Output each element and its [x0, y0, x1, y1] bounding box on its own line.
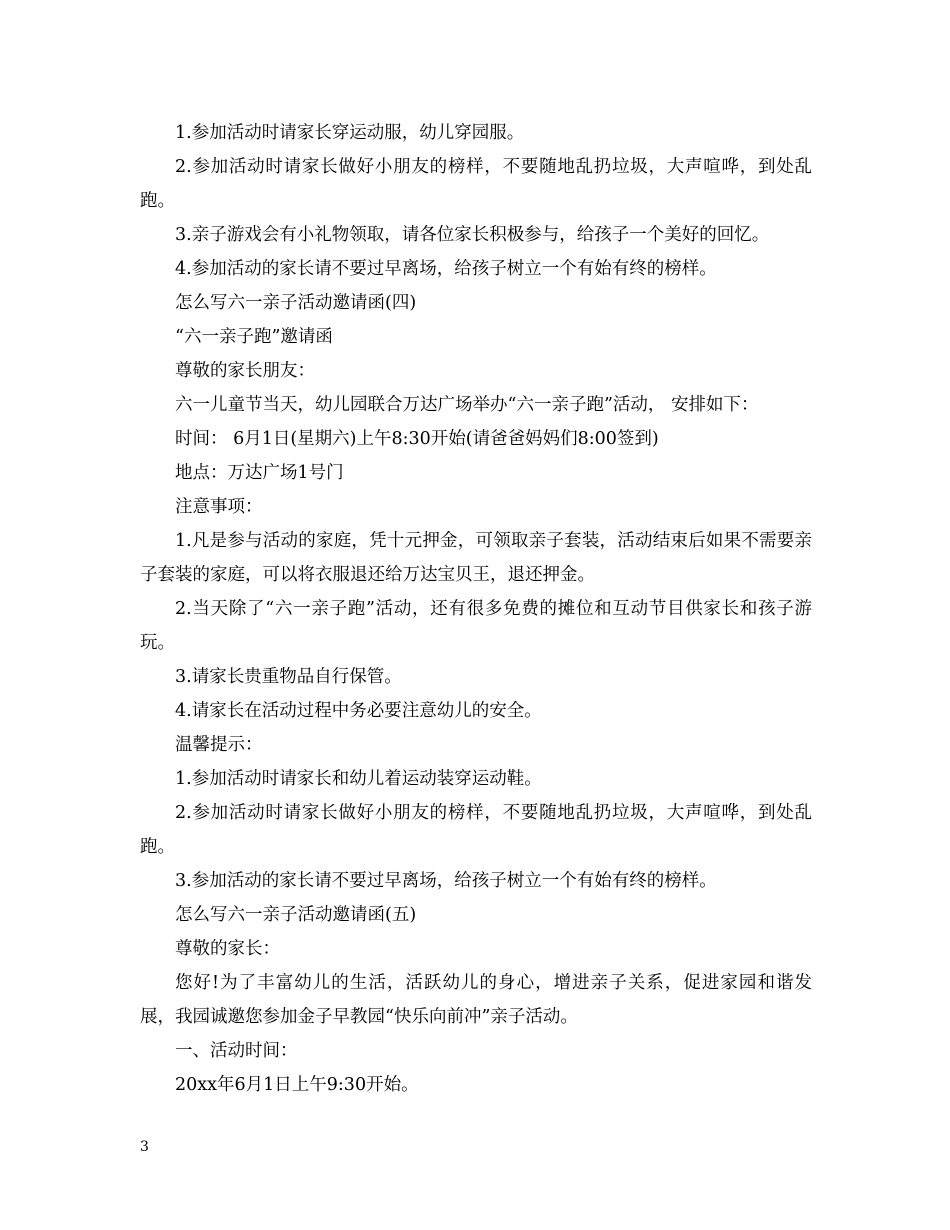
paragraph-event-intro: 六一儿童节当天，幼儿园联合万达广场举办“六一亲子跑”活动， 安排如下：: [175, 395, 759, 415]
paragraph-time: 时间： 6月1日(星期六)上午8:30开始(请爸爸妈妈们8:00签到): [175, 429, 659, 449]
note-deposit: 1.凡是参与活动的家庭，凭十元押金，可领取亲子套装，活动结束后如果不需要亲子套装的家庭，可以将衣服退还给万达宝贝王，退还押金。: [140, 531, 812, 585]
tips-heading: 温馨提示：: [175, 735, 263, 755]
tip-behavior: 2.参加活动时请家长做好小朋友的榜样，不要随地乱扔垃圾，大声喧哗，到处乱跑。: [140, 803, 812, 857]
salutation-parents: 尊敬的家长：: [175, 939, 280, 959]
invitation-title: “六一亲子跑”邀请函: [175, 327, 333, 347]
tip-stay: 3.参加活动的家长请不要过早离场，给孩子树立一个有始有终的榜样。: [175, 871, 717, 891]
paragraph-dress-code: 1.参加活动时请家长穿运动服，幼儿穿园服。: [175, 123, 525, 143]
activity-time-heading: 一、活动时间：: [175, 1041, 298, 1061]
salutation-parents-friends: 尊敬的家长朋友：: [175, 361, 315, 381]
note-booths: 2.当天除了“六一亲子跑”活动，还有很多免费的摊位和互动节目供家长和孩子游玩。: [140, 599, 812, 653]
paragraph-location: 地点：万达广场1号门: [175, 463, 344, 483]
section-heading-five: 怎么写六一亲子活动邀请函(五): [175, 905, 417, 925]
activity-time-value: 20xx年6月1日上午9:30开始。: [175, 1075, 419, 1095]
paragraph-gifts: 3.亲子游戏会有小礼物领取，请各位家长积极参与，给孩子一个美好的回忆。: [175, 225, 770, 245]
note-safety: 4.请家长在活动过程中务必要注意幼儿的安全。: [175, 701, 542, 721]
paragraph-greeting: 您好!为了丰富幼儿的生活，活跃幼儿的身心，增进亲子关系，促进家园和谐发展，我园诚邀您参加金子早教园“快乐向前冲”亲子活动。: [140, 973, 812, 1027]
page-number: 3: [140, 1139, 149, 1155]
paragraph-stay: 4.参加活动的家长请不要过早离场，给孩子树立一个有始有终的榜样。: [175, 259, 717, 279]
section-heading-four: 怎么写六一亲子活动邀请函(四): [175, 293, 417, 313]
notes-heading: 注意事项：: [175, 497, 263, 517]
paragraph-behavior: 2.参加活动时请家长做好小朋友的榜样，不要随地乱扔垃圾，大声喧哗，到处乱跑。: [140, 157, 812, 211]
note-valuables: 3.请家长贵重物品自行保管。: [175, 667, 402, 687]
document-body: [140, 116, 812, 1102]
tip-sportswear: 1.参加活动时请家长和幼儿着运动装穿运动鞋。: [175, 769, 542, 789]
